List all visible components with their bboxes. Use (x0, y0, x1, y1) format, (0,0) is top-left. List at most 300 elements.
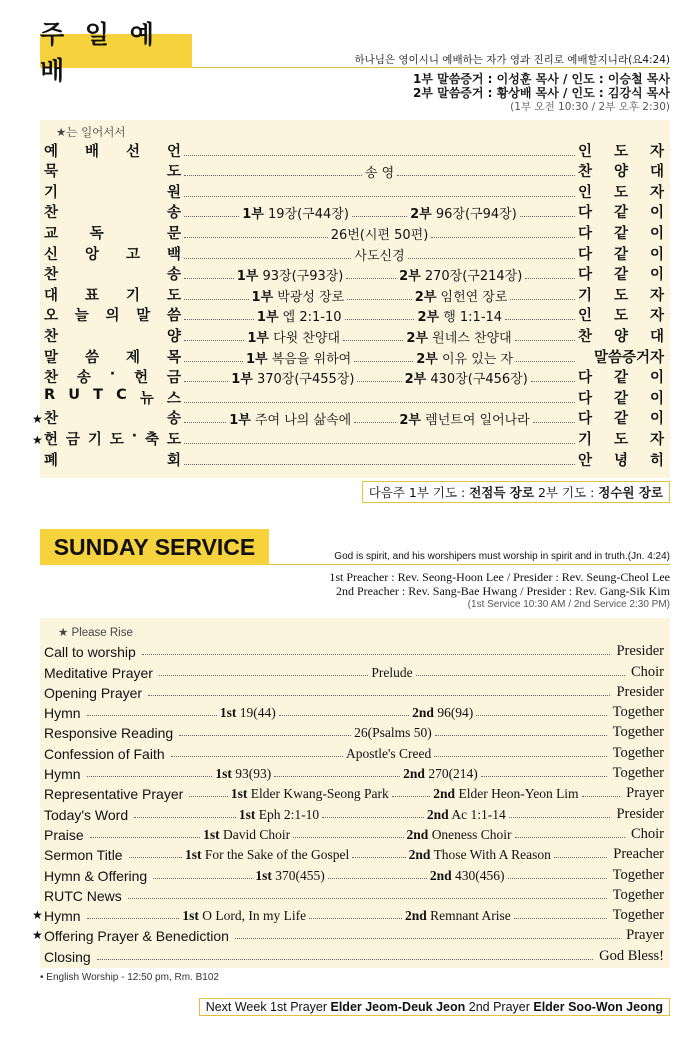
label-char: 문 (166, 225, 181, 242)
first-service-tag: 1st (255, 867, 272, 883)
dot-leader (90, 837, 200, 838)
order-detail (150, 868, 609, 884)
dot-leader (516, 361, 575, 362)
label-char: 찬 (44, 411, 59, 428)
second-service-tag: 2부 (414, 289, 437, 305)
order-leader: Preacher (613, 846, 664, 863)
korean-preacher-line-2: 2부 말씀증거 : 황상배 목사 / 인도 : 김강식 목사 (413, 86, 670, 100)
order-detail (168, 746, 610, 762)
order-leader (578, 449, 664, 470)
order-label: Today's Word (44, 806, 129, 823)
korean-next-mid: 2부 기도 : (533, 485, 599, 500)
order-detail (181, 327, 578, 346)
order-leader (578, 346, 664, 367)
order-label: Responsive Reading (44, 725, 174, 742)
dot-leader (171, 756, 343, 757)
label-char: 언 (166, 143, 181, 160)
label-char: 찬 (44, 370, 59, 387)
label-char: 기 (87, 431, 102, 448)
second-service-value: Oneness Choir (431, 826, 512, 842)
label-char: 배 (84, 143, 99, 160)
order-row (44, 884, 664, 904)
order-row (32, 408, 664, 429)
order-row (44, 640, 664, 660)
dot-leader (184, 278, 234, 279)
second-service-detail (410, 203, 517, 222)
order-center-text: 송 영 (364, 166, 395, 182)
label-char: 묵 (44, 164, 59, 181)
order-center-text: 26(Psalms 50) (354, 725, 432, 741)
leader-char: 다 (578, 205, 593, 222)
order-label: Sermon Title (44, 847, 123, 864)
second-service-tag: 2nd (426, 806, 449, 822)
second-service-detail (405, 368, 528, 387)
english-next-mid: 2nd Prayer (465, 1000, 534, 1014)
order-label: Hymn (44, 766, 81, 783)
dot-leader (514, 918, 607, 919)
leader-char: 이 (649, 225, 664, 242)
dot-leader (148, 695, 610, 696)
leader-char: 이 (649, 246, 664, 263)
dot-leader (142, 654, 611, 655)
order-label: Hymn & Offering (44, 867, 148, 884)
label-char: · (109, 366, 116, 383)
order-label: Praise (44, 826, 84, 843)
korean-section-title: 주 일 예 배 (40, 34, 192, 68)
first-service-tag: 1부 (242, 207, 264, 223)
second-service-value: Elder Heon-Yeon Lim (458, 786, 579, 802)
order-leader: Together (612, 724, 664, 741)
first-service-value: 엡 2:1-10 (282, 310, 342, 326)
leader-char: 같 (613, 411, 628, 428)
order-row (44, 325, 664, 346)
dot-leader (515, 837, 625, 838)
label-char: 찬 (44, 328, 59, 345)
leader-char: 인 (578, 143, 593, 160)
dot-leader (274, 776, 400, 777)
order-row (44, 701, 664, 721)
order-detail (176, 725, 609, 741)
second-service-detail (430, 868, 505, 884)
label-char: 뉴 (139, 390, 154, 407)
dot-leader (184, 443, 575, 444)
dot-leader (505, 319, 575, 320)
first-service-detail (185, 847, 349, 863)
label-char: 오 (44, 308, 59, 325)
dot-leader (184, 175, 362, 176)
order-detail (181, 162, 578, 181)
order-row (44, 823, 664, 843)
label-char: 신 (44, 246, 59, 263)
order-label (44, 449, 181, 470)
label-char: 찬 (44, 267, 59, 284)
order-label (44, 243, 181, 264)
second-service-tag: 2nd (405, 908, 427, 924)
order-label: Hymn (44, 705, 81, 722)
order-label: RUTC News (44, 887, 122, 904)
order-label (44, 181, 181, 202)
first-service-detail (215, 766, 271, 782)
second-service-tag: 2nd (433, 786, 456, 802)
english-next-prefix: Next Week 1st Prayer (205, 1000, 331, 1014)
second-service-tag: 2nd (406, 826, 429, 842)
order-leader: God Bless! (599, 947, 664, 964)
second-service-value: 렘넌트여 일어나라 (425, 413, 530, 429)
order-label (44, 201, 181, 222)
first-service-detail (242, 203, 349, 222)
order-row (44, 782, 664, 802)
second-service-value: Ac 1:1-14 (451, 806, 506, 822)
label-char: 송 (166, 267, 181, 284)
order-leader (578, 140, 664, 161)
label-char: · (131, 427, 138, 444)
order-label: Representative Prayer (44, 786, 184, 803)
leader-char: 다 (578, 370, 593, 387)
leader-char: 인 (578, 184, 593, 201)
order-leader: Together (612, 744, 664, 761)
leader-char: 도 (613, 184, 628, 201)
leader-char: 같 (613, 267, 628, 284)
order-label (44, 140, 181, 161)
dot-leader (128, 898, 607, 899)
first-service-tag: 1st (203, 826, 220, 842)
label-char: 원 (166, 184, 181, 201)
order-leader (578, 407, 664, 428)
order-detail (84, 908, 610, 924)
label-char: 씀 (166, 308, 181, 325)
order-detail (94, 959, 596, 965)
order-row (44, 243, 664, 264)
korean-next-name-2: 정수원 장로 (598, 485, 663, 500)
label-char: 선 (125, 143, 140, 160)
english-verse: God is spirit, and his worshipers must worship in spirit and in truth.(Jn. 4:24) (334, 551, 670, 562)
order-row (44, 222, 664, 243)
order-row (44, 741, 664, 761)
second-service-detail (433, 786, 578, 802)
leader-char: 도 (613, 143, 628, 160)
order-row (44, 367, 664, 388)
second-service-tag: 2부 (416, 351, 438, 367)
order-center-text: Prelude (371, 664, 413, 680)
dot-leader (159, 675, 368, 676)
order-label: Confession of Faith (44, 745, 165, 762)
order-leader: Together (612, 765, 664, 782)
dot-leader (357, 381, 401, 382)
korean-next-week (362, 481, 670, 503)
dot-leader (87, 776, 213, 777)
order-label (44, 346, 181, 367)
label-char: 양 (166, 328, 181, 345)
dot-leader (352, 857, 405, 858)
leader-char: 이 (649, 205, 664, 222)
leader-char: 도 (613, 431, 628, 448)
second-service-value: 96(94) (437, 705, 474, 721)
order-leader (578, 181, 664, 202)
first-service-value: 370(455) (275, 867, 325, 883)
order-detail (181, 368, 578, 387)
leader-char: 다 (578, 411, 593, 428)
first-service-tag: 1부 (231, 372, 253, 388)
second-service-tag: 2nd (429, 867, 452, 883)
order-label (44, 304, 181, 325)
dot-leader (352, 216, 407, 217)
order-leader: Prayer (626, 927, 664, 944)
order-leader: Choir (630, 663, 664, 680)
second-service-detail (403, 766, 478, 782)
english-preacher-line-1: 1st Preacher : Rev. Seong-Hoon Lee / Presider : Rev. Seung-Cheol Lee (329, 570, 670, 584)
second-service-value: 행 1:1-14 (443, 310, 503, 326)
order-row (44, 202, 664, 223)
first-service-detail (231, 786, 389, 802)
order-label (44, 407, 181, 428)
korean-verse: 하나님은 영이시니 예배하는 자가 영과 진리로 예배할지니라(요4:24) (354, 54, 670, 66)
first-service-detail (220, 705, 276, 721)
english-next-week (199, 998, 670, 1016)
first-service-detail (257, 306, 342, 325)
second-service-detail (399, 409, 529, 428)
dot-leader (408, 258, 575, 259)
dot-leader (435, 735, 607, 736)
leader-char: 대 (649, 164, 664, 181)
dot-leader (346, 278, 396, 279)
rise-star: ★ (32, 412, 43, 427)
second-service-detail (415, 286, 508, 305)
order-detail (84, 766, 610, 782)
order-row (44, 449, 664, 470)
second-service-tag: 2부 (417, 310, 440, 326)
leader-char: 같 (613, 225, 628, 242)
label-char: 헌 (44, 431, 59, 448)
order-detail (87, 827, 628, 843)
dot-leader (431, 237, 575, 238)
dot-leader (582, 796, 621, 797)
order-label: Call to worship (44, 644, 136, 661)
second-service-tag: 2nd (403, 766, 425, 782)
order-detail (156, 665, 628, 681)
label-char: 스 (166, 390, 181, 407)
second-service-tag: 2부 (399, 413, 421, 429)
dot-leader (279, 715, 409, 716)
first-service-detail (229, 409, 351, 428)
english-next-name-2: Elder Soo-Won Jeong (533, 1000, 663, 1014)
leader-char: 기 (578, 287, 593, 304)
dot-leader (434, 756, 606, 757)
korean-order-list (32, 140, 664, 470)
leader-char: 다 (578, 225, 593, 242)
korean-rise-note: ★는 일어서서 (56, 125, 126, 139)
first-service-tag: 1부 (229, 413, 251, 429)
korean-preacher-line-1: 1부 말씀증거 : 이성훈 목사 / 인도 : 이승철 목사 (413, 72, 670, 86)
dot-leader (509, 817, 611, 818)
second-service-tag: 2nd (412, 705, 434, 721)
label-char: 헌 (134, 370, 149, 387)
dot-leader (184, 237, 328, 238)
dot-leader (510, 299, 575, 300)
label-char: 송 (76, 370, 91, 387)
first-service-value: 박광성 장로 (277, 289, 345, 305)
first-service-tag: 1st (219, 705, 237, 721)
order-label: Offering Prayer & Benediction (44, 928, 229, 945)
rise-star: ★ (32, 928, 43, 943)
leader-char: 이 (649, 267, 664, 284)
label-char: 표 (84, 287, 99, 304)
label-char: 교 (44, 225, 59, 242)
first-service-detail (255, 868, 324, 884)
second-service-detail (427, 807, 506, 823)
second-service-value: 96장(구94장) (435, 207, 517, 223)
dot-leader (397, 175, 575, 176)
dot-leader (343, 340, 403, 341)
leader-char: 안 (578, 452, 593, 469)
dot-leader (328, 878, 427, 879)
order-label: Hymn (44, 908, 81, 925)
order-detail (186, 786, 623, 802)
first-service-value: O Lord, In my Life (202, 908, 307, 924)
first-service-tag: 1st (182, 908, 199, 924)
first-service-tag: 1부 (245, 351, 268, 367)
english-worship-note: • English Worship - 12:50 pm, Rm. B102 (40, 972, 219, 983)
leader-char: 이 (649, 411, 664, 428)
dot-leader (345, 319, 415, 320)
second-service-tag: 2nd (408, 847, 431, 863)
leader-char: 양 (613, 328, 628, 345)
label-char: 기 (44, 184, 59, 201)
label-char: 도 (166, 431, 181, 448)
second-service-detail (399, 265, 522, 284)
first-service-value: For the Sake of the Gospel (204, 847, 350, 863)
order-row (44, 863, 664, 883)
second-service-detail (406, 327, 511, 346)
dot-leader (184, 464, 575, 465)
label-char: 금 (166, 370, 181, 387)
order-label: Meditative Prayer (44, 664, 153, 681)
label-char: 앙 (84, 246, 99, 263)
label-char: 송 (166, 411, 181, 428)
label-char: 말 (136, 308, 151, 325)
order-row (44, 681, 664, 701)
order-label (44, 428, 181, 449)
second-service-value: 430장(구456장) (430, 372, 528, 388)
first-service-tag: 1부 (236, 269, 259, 285)
order-row (44, 660, 664, 680)
order-row (44, 305, 664, 326)
leader-char: 자 (649, 184, 664, 201)
label-char: 말 (44, 349, 59, 366)
first-service-detail (246, 348, 351, 367)
first-service-detail (237, 265, 344, 284)
label-char: C (116, 386, 127, 403)
dot-leader (184, 319, 254, 320)
dot-leader (184, 299, 249, 300)
order-leader: Presider (616, 805, 664, 822)
order-detail (181, 409, 578, 428)
order-row (44, 346, 664, 367)
dot-leader (189, 796, 228, 797)
order-detail (181, 306, 578, 325)
order-detail (181, 245, 578, 264)
order-row (44, 181, 664, 202)
dot-leader (508, 878, 607, 879)
dot-leader (322, 817, 424, 818)
label-char: 목 (166, 349, 181, 366)
korean-preachers (413, 72, 670, 114)
label-char: 대 (44, 287, 59, 304)
dot-leader (554, 857, 607, 858)
order-detail (181, 464, 578, 470)
dot-leader (416, 675, 625, 676)
label-char: 찬 (44, 205, 59, 222)
first-service-detail (252, 286, 345, 305)
label-char: 예 (44, 143, 59, 160)
leader-char: 찬 (578, 164, 593, 181)
label-char: 제 (125, 349, 140, 366)
dot-leader (533, 422, 575, 423)
second-service-value: 430(456) (455, 867, 505, 883)
leader-char: 도 (613, 287, 628, 304)
order-row (44, 161, 664, 182)
order-leader: Prayer (626, 785, 664, 802)
leader-char: 기 (578, 431, 593, 448)
korean-service-times: (1부 오전 10:30 / 2부 오후 2:30) (510, 101, 670, 113)
label-char: 도 (109, 431, 124, 448)
dot-leader (309, 918, 402, 919)
leader-char: 히 (649, 452, 664, 469)
second-service-tag: 2부 (404, 372, 427, 388)
order-center-text: Apostle's Creed (346, 745, 432, 761)
order-detail (181, 265, 578, 284)
english-preachers (329, 570, 670, 612)
leader-char: 자 (649, 287, 664, 304)
order-detail (181, 286, 578, 305)
rise-star: ★ (32, 908, 43, 923)
order-row (44, 843, 664, 863)
first-service-tag: 1st (230, 786, 248, 802)
leader-char: 이 (649, 390, 664, 407)
second-service-value: 270(214) (428, 766, 478, 782)
first-service-detail (182, 908, 306, 924)
first-service-tag: 1st (238, 806, 256, 822)
rise-star: ★ (32, 432, 43, 447)
first-service-value: 370장(구455장) (256, 372, 355, 388)
label-char: 고 (125, 246, 140, 263)
leader-char: 자 (649, 143, 664, 160)
dot-leader (97, 959, 593, 960)
second-service-detail (416, 348, 513, 367)
leader-char: 다 (578, 390, 593, 407)
dot-leader (184, 216, 239, 217)
dot-leader (235, 938, 620, 939)
dot-leader (134, 817, 236, 818)
label-char: 늘 (74, 308, 89, 325)
order-leader: Together (612, 866, 664, 883)
order-label (44, 284, 181, 305)
order-row (44, 387, 664, 408)
first-service-tag: 1st (215, 766, 232, 782)
dot-leader (184, 361, 243, 362)
order-row (44, 264, 664, 285)
label-char: 축 (145, 431, 160, 448)
order-row (44, 140, 664, 161)
dot-leader (354, 422, 396, 423)
order-leader (578, 325, 664, 346)
dot-leader (354, 361, 413, 362)
first-service-tag: 1부 (256, 310, 279, 326)
label-char: 도 (166, 287, 181, 304)
leader-char: 찬 (578, 328, 593, 345)
first-service-value: 다윗 찬양대 (273, 330, 341, 346)
dot-leader (184, 258, 351, 259)
leader-char: 양 (613, 164, 628, 181)
